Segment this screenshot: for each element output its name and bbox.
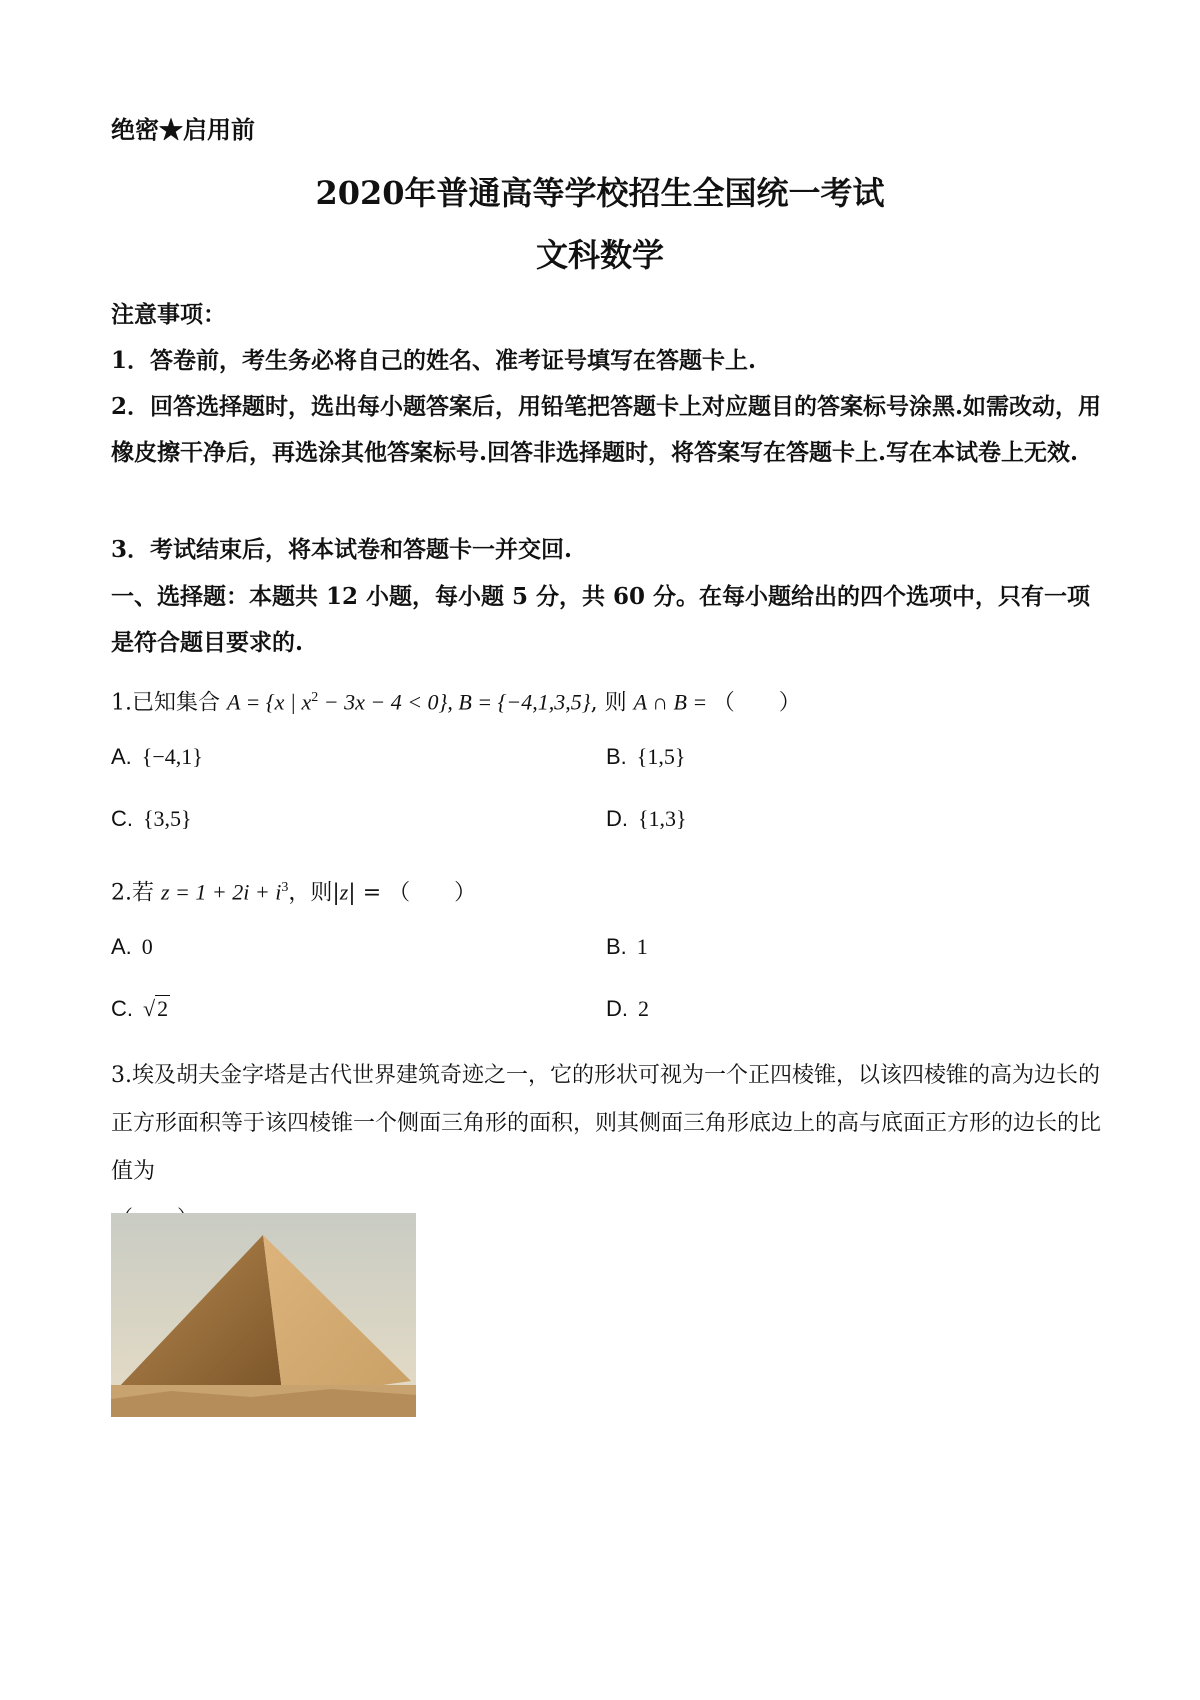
notice-item-2: 2．回答选择题时，选出每小题答案后，用铅笔把答题卡上对应题目的答案标号涂黑.如需改动，用橡皮擦干净后，再选涂其他答案标号.回答非选择题时，将答案写在答题卡上.写在本试卷上无效.	[111, 393, 1102, 466]
q1-option-d[interactable]	[606, 806, 687, 832]
q2-option-a-value: 0	[141, 934, 153, 959]
q2-expression: z = 1 + 2i + i	[160, 879, 282, 905]
q1-option-c-value: {3,5}	[143, 806, 192, 831]
sqrt-symbol: √2	[143, 996, 169, 1021]
q2-suffix: | = （ ）	[348, 880, 477, 906]
notice-heading: 注意事项：	[111, 301, 226, 328]
classified-label: 绝密★启用前	[111, 115, 255, 144]
exam-title: 2020年普通高等学校招生全国统一考试	[315, 174, 885, 212]
question-2	[111, 866, 1101, 915]
q1-exponent: 2	[311, 690, 319, 705]
q1-paren: （ ）	[712, 690, 801, 716]
q2-option-a-label: A.	[111, 934, 132, 959]
q2-z: z	[339, 879, 349, 905]
q1-option-a[interactable]	[111, 744, 203, 770]
q1-option-b[interactable]	[606, 744, 685, 770]
q2-option-a[interactable]	[111, 934, 153, 960]
q1-set-a-end: − 3x − 4 < 0}, B = {−4,1,3,5}	[318, 689, 591, 715]
q2-option-c-label: C.	[111, 996, 133, 1021]
q2-option-d-label: D.	[606, 996, 628, 1021]
q2-option-b[interactable]	[606, 934, 648, 960]
q1-option-b-label: B.	[606, 744, 627, 769]
section-1-heading: 一、选择题：本题共 12 小题，每小题 5 分，共 60 分。在每小题给出的四个选项中，只有一项是符合题目要求的.	[111, 583, 1091, 656]
q2-exponent: 3	[281, 880, 289, 895]
subject-title: 文科数学	[535, 236, 664, 274]
q2-option-b-value: 1	[636, 934, 648, 959]
q2-option-d-value: 2	[638, 996, 649, 1021]
q1-option-c-label: C.	[111, 806, 133, 831]
q1-prefix: 1.已知集合	[111, 690, 227, 716]
q1-option-c[interactable]	[111, 806, 192, 832]
q1-option-b-value: {1,5}	[636, 744, 686, 769]
q1-option-a-label: A.	[111, 744, 132, 769]
pyramid-photo	[111, 1213, 416, 1417]
q2-option-b-label: B.	[606, 934, 627, 959]
q2-prefix: 2.若	[111, 880, 161, 906]
q2-option-c[interactable]	[111, 996, 170, 1022]
q1-set-a-start: A = {x | x	[226, 689, 312, 715]
notice-item-3: 3．考试结束后，将本试卷和答题卡一并交回.	[111, 536, 573, 563]
notice-item-1: 1．答卷前，考生务必将自己的姓名、准考证号填写在答题卡上.	[111, 347, 757, 374]
q1-middle: , 则	[590, 690, 634, 716]
q1-option-d-value: {1,3}	[638, 806, 687, 831]
q2-middle: ，则|	[288, 880, 340, 906]
q1-intersection: A ∩ B =	[633, 689, 713, 715]
q1-option-d-label: D.	[606, 806, 628, 831]
q2-option-c-value: 2	[157, 996, 169, 1021]
q1-option-a-value: {−4,1}	[141, 744, 203, 769]
q3-text: 3.埃及胡夫金字塔是古代世界建筑奇迹之一，它的形状可视为一个正四棱锥，以该四棱锥的高为边长的正方形面积等于该四棱锥一个侧面三角形的面积，则其侧面三角形底边上的高与底面正方形的边长的比值为	[111, 1063, 1102, 1184]
q2-option-c-value-wrap	[143, 996, 170, 1021]
q2-option-d[interactable]	[606, 996, 649, 1022]
question-1	[111, 676, 1101, 725]
